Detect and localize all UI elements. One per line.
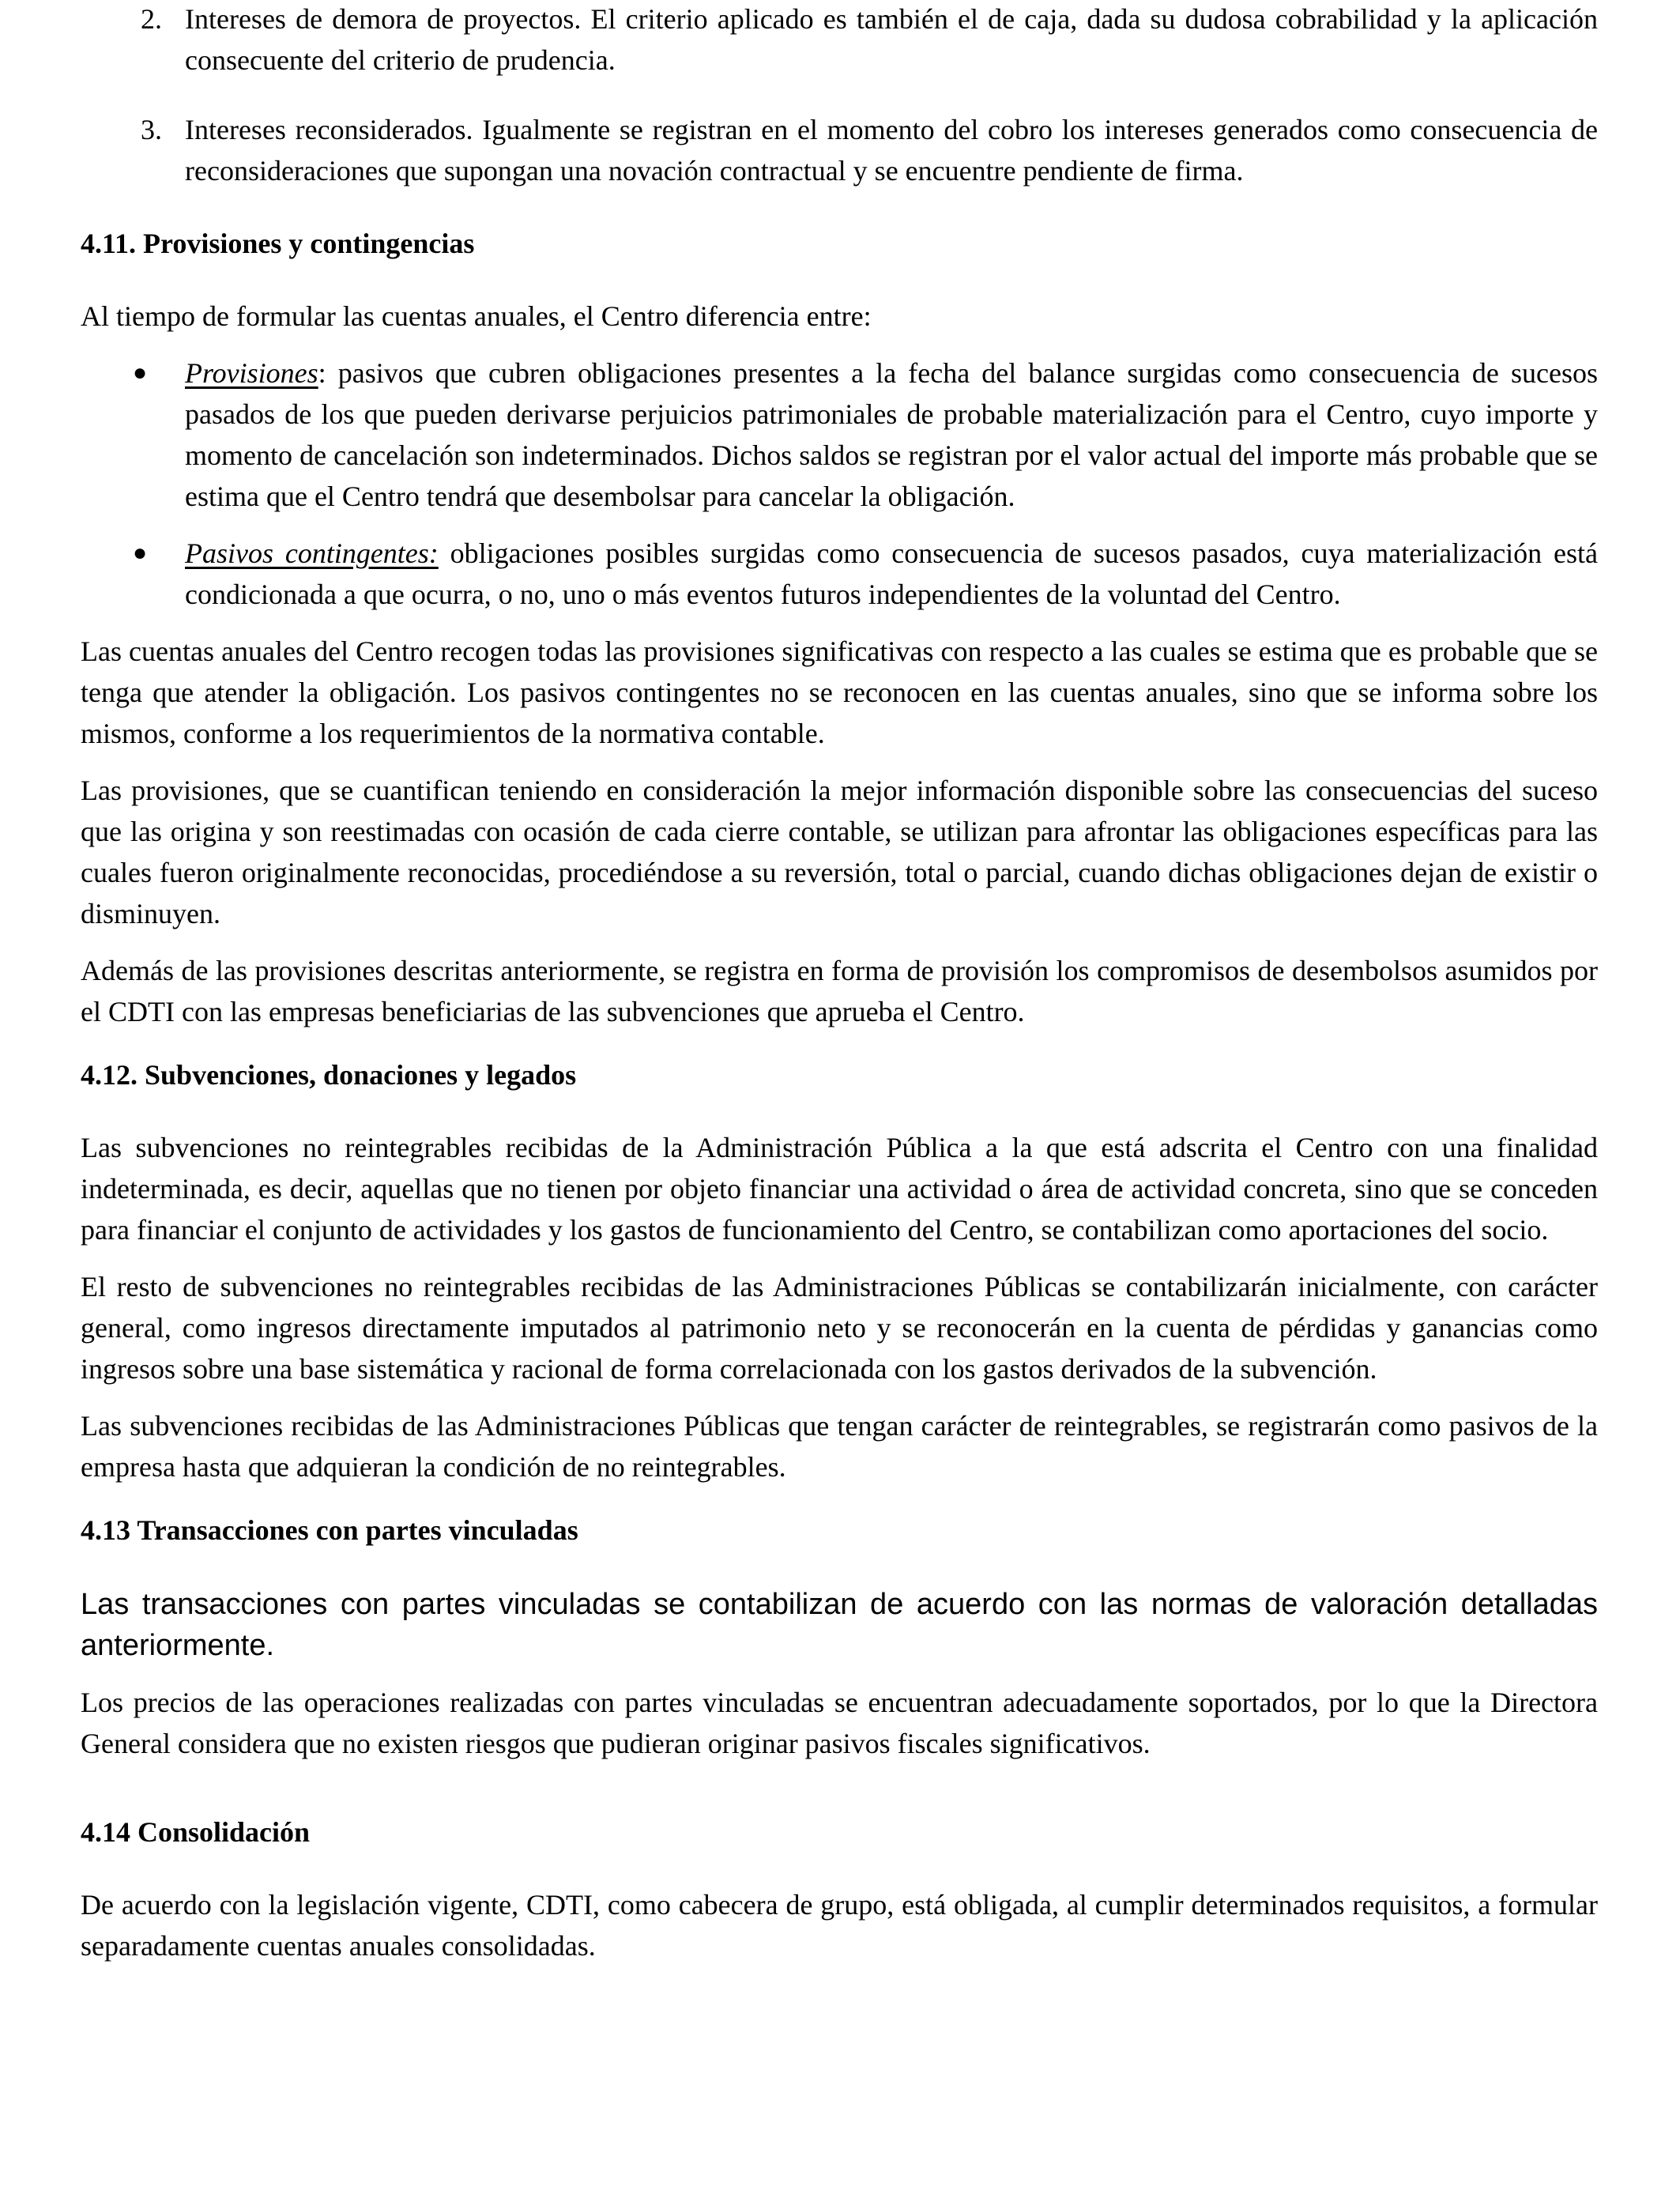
item-text: Intereses reconsiderados. Igualmente se registran en el momento del cobro los intereses generados como consecuencia de reconsideraciones que supongan una novación contractual y se encuentre pendiente de firma. <box>185 114 1598 187</box>
paragraph: Las transacciones con partes vinculadas se contabilizan de acuerdo con las normas de valoración detalladas anteriormente. <box>81 1588 1598 1662</box>
section-heading-4-13: 4.13 Transacciones con partes vinculadas <box>81 1514 578 1546</box>
paragraph: El resto de subvenciones no reintegrables recibidas de las Administraciones Públicas se contabilizarán inicialmente, con carácter general, como ingresos directamente imputados al patrimonio neto y se reconocerán en la cuenta de pérdidas y ganancias como ingresos sobre una base sistemática y racional de forma correlacionada con los gastos derivados de la subvención. <box>81 1271 1598 1385</box>
bullet-item <box>81 533 1598 615</box>
paragraph: Además de las provisiones descritas anteriormente, se registra en forma de provisión los compromisos de desembolsos asumidos por el CDTI con las empresas beneficiarias de las subvenciones que aprueba el Centro. <box>81 955 1598 1027</box>
paragraph: Las provisiones, que se cuantifican teniendo en consideración la mejor información disponible sobre las consecuencias del suceso que las origina y son reestimadas con ocasión de cada cierre contable, se utilizan para afrontar las obligaciones específicas para las cuales fueron originalmente reconocidas, procediéndose a su reversión, total o parcial, cuando dichas obligaciones dejan de existir o disminuyen. <box>81 775 1598 929</box>
section-heading-4-11: 4.11. Provisiones y contingencias <box>81 228 475 259</box>
bullet-icon: ● <box>133 540 148 566</box>
numbered-item <box>81 109 1598 191</box>
bullet-text: : pasivos que cubren obligaciones presentes a la fecha del balance surgidas como consecuencia de sucesos pasados de los que pueden derivarse perjuicios patrimoniales de probable materialización para el Centro, cuyo importe y momento de cancelación son indeterminados. Dichos saldos se registran por el valor actual del importe más probable que se estima que el Centro tendrá que desembolsar para cancelar la obligación. <box>185 357 1598 512</box>
numbered-item <box>81 0 1598 81</box>
bullet-item <box>81 352 1598 517</box>
bullet-term: Pasivos contingentes: <box>185 537 439 569</box>
paragraph: Al tiempo de formular las cuentas anuales, el Centro diferencia entre: <box>81 300 872 332</box>
item-number: 2. <box>141 3 162 35</box>
paragraph: De acuerdo con la legislación vigente, CDTI, como cabecera de grupo, está obligada, al cumplir determinados requisitos, a formular separadamente cuentas anuales consolidadas. <box>81 1889 1598 1962</box>
section-heading-4-14: 4.14 Consolidación <box>81 1816 311 1848</box>
item-text: Intereses de demora de proyectos. El criterio aplicado es también el de caja, dada su dudosa cobrabilidad y la aplicación consecuente del criterio de prudencia. <box>185 3 1598 76</box>
bullet-icon: ● <box>133 360 148 386</box>
section-heading-4-12: 4.12. Subvenciones, donaciones y legados <box>81 1059 577 1091</box>
item-number: 3. <box>141 114 162 145</box>
bullet-term: Provisiones <box>185 357 318 389</box>
paragraph: Las subvenciones recibidas de las Administraciones Públicas que tengan carácter de reintegrables, se registrarán como pasivos de la empresa hasta que adquieran la condición de no reintegrables. <box>81 1410 1598 1483</box>
paragraph: Las cuentas anuales del Centro recogen todas las provisiones significativas con respecto a las cuales se estima que es probable que se tenga que atender la obligación. Los pasivos contingentes no se reconocen en las cuentas anuales, sino que se informa sobre los mismos, conforme a los requerimientos de la normativa contable. <box>81 635 1598 749</box>
document-page <box>81 0 1598 1966</box>
paragraph: Los precios de las operaciones realizadas con partes vinculadas se encuentran adecuadamente soportados, por lo que la Directora General considera que no existen riesgos que pudieran originar pasivos fiscales significativos. <box>81 1687 1598 1759</box>
bullet-text: obligaciones posibles surgidas como consecuencia de sucesos pasados, cuya materialización está condicionada a que ocurra, o no, uno o más eventos futuros independientes de la voluntad del Centro. <box>185 537 1598 610</box>
paragraph: Las subvenciones no reintegrables recibidas de la Administración Pública a la que está adscrita el Centro con una finalidad indeterminada, es decir, aquellas que no tienen por objeto financiar una actividad o área de actividad concreta, sino que se conceden para financiar el conjunto de actividades y los gastos de funcionamiento del Centro, se contabilizan como aportaciones del socio. <box>81 1132 1598 1246</box>
